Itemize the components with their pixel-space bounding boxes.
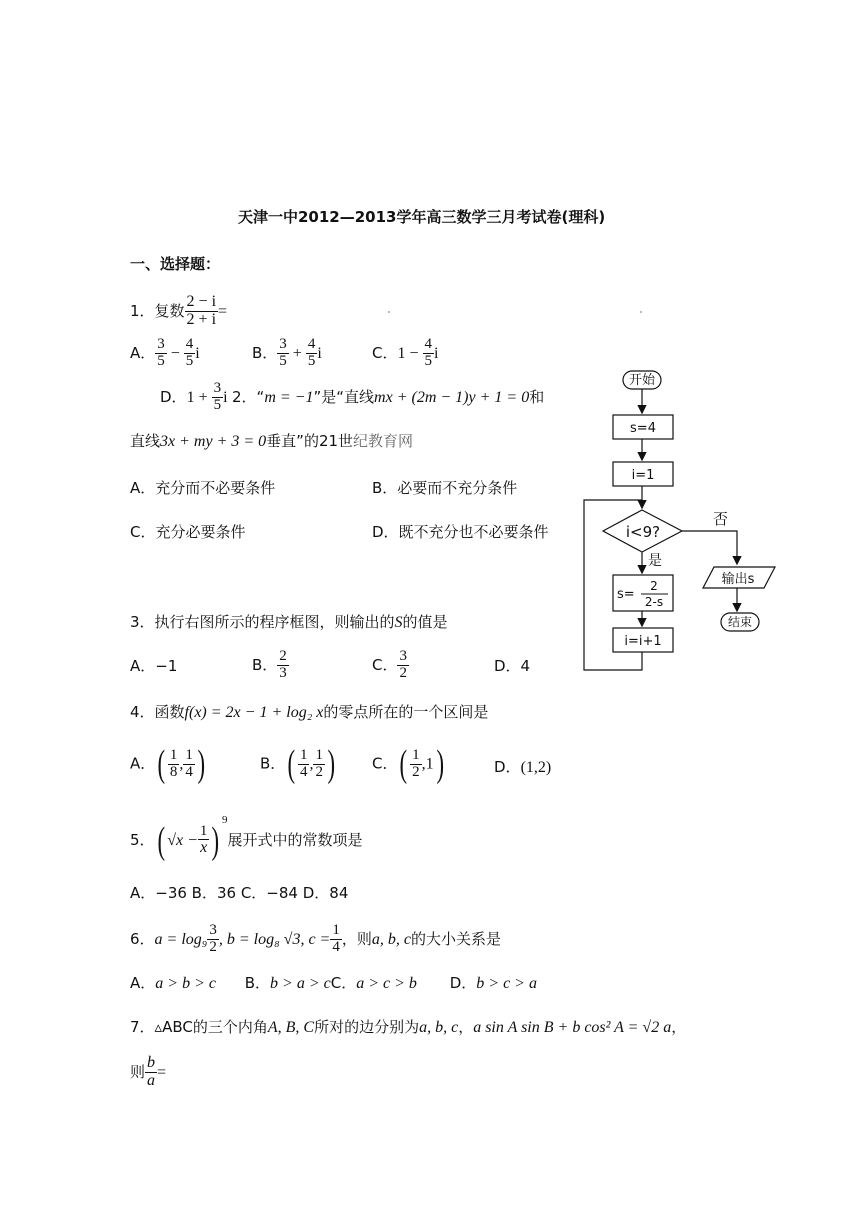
- question-3: 3．执行右图所示的程序框图，则输出的S的值是: [130, 613, 448, 631]
- question-2: 2．“m = −1”是“直线mx + (2m − 1)y + 1 = 0和: [232, 388, 545, 406]
- q1-option-d: D．1 + $\frac{3}{5}$ i: [160, 380, 228, 413]
- stray-dot: [640, 311, 642, 313]
- question-7-ask: 则 $\frac{b}{a}$ =: [130, 1054, 167, 1089]
- q1-option-a: A． $\frac{3}{5}$ − $\frac{4}{5}$ i: [130, 336, 200, 369]
- flow-decision-label: i<9?: [625, 523, 661, 541]
- q2-option-d: D．既不充分也不必要条件: [372, 523, 549, 541]
- q5-options: A．−36 B．36 C．−84 D．84: [130, 884, 349, 902]
- q4-option-c: C．( $\frac{1}{2}$ ,1): [372, 743, 444, 785]
- flow-init-s-label: s=4: [630, 421, 656, 436]
- q2-option-a: A．充分而不必要条件: [130, 479, 276, 497]
- question-7: 7．▵ABC的三个内角A, B, C所对的边分别为a, b, c，a sin A sin B + b cos² A = √2 a，: [130, 1018, 687, 1036]
- q3-option-d: D．4: [494, 657, 531, 675]
- q6-options: A．a > b > c B．b > a > cC．a > c > b D．b > c > a: [130, 974, 537, 992]
- section-heading: 一、选择题：: [130, 255, 221, 273]
- flow-assign-denominator: 2-s: [644, 595, 664, 609]
- flow-end-label: 结束: [727, 615, 753, 629]
- q3-option-a: A．−1: [130, 657, 178, 675]
- flow-assign-numerator: 2: [650, 579, 658, 593]
- q1-option-b: B． $\frac{3}{5}$ + $\frac{4}{5}$ i: [252, 336, 322, 369]
- q2-option-c: C．充分必要条件: [130, 523, 246, 541]
- question-5: 5．( √x − $\frac{1}{x}$ ) $^9$展开式中的常数项是: [130, 814, 363, 862]
- flow-output-label: 输出s: [721, 572, 755, 587]
- q3-option-b: B． $\frac{2}{3}$: [252, 648, 287, 681]
- question-4: 4．函数f(x) = 2x − 1 + log₂ x的零点所在的一个区间是: [130, 703, 489, 721]
- q4-option-b: B．( $\frac{1}{4}$ , $\frac{1}{2}$ ): [260, 743, 336, 785]
- flow-start-label: 开始: [628, 373, 656, 388]
- flowchart: [570, 360, 790, 680]
- q4-option-d: D．(1,2): [494, 758, 552, 776]
- page-title: 天津一中2012—2013学年高三数学三月考试卷(理科): [238, 208, 606, 226]
- flow-assign-prefix: s=: [617, 587, 635, 602]
- stray-dot: [388, 311, 390, 313]
- question-2-cont: 直线3x + my + 3 = 0垂直”的21世纪教育网: [130, 432, 414, 450]
- question-1: 1．复数 $\frac{2 - i}{2 + i}$ =: [130, 293, 228, 328]
- flow-no-label: 否: [713, 510, 729, 528]
- q1-option-c: C．1 − $\frac{4}{5}$ i: [372, 336, 439, 369]
- q3-option-c: C． $\frac{3}{2}$: [372, 648, 407, 681]
- flow-init-i-label: i=1: [631, 468, 655, 483]
- flow-yes-label: 是: [648, 553, 662, 569]
- question-6: 6．a = log₉ $\frac{3}{2}$ , b = log₈ √3, c = $\frac{1}{4}$ ，则a, b, c的大小关系是: [130, 922, 501, 955]
- q4-option-a: A．( $\frac{1}{8}$ , $\frac{1}{4}$ ): [130, 743, 206, 785]
- flow-increment-label: i=i+1: [624, 634, 662, 649]
- q2-option-b: B．必要而不充分条件: [372, 479, 518, 497]
